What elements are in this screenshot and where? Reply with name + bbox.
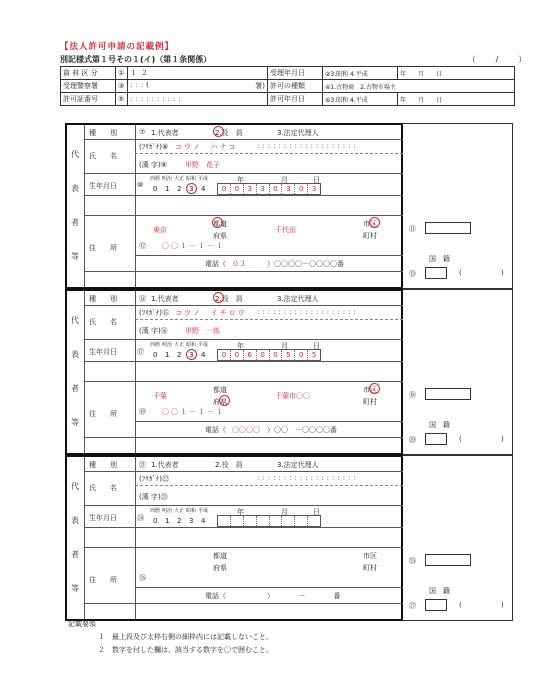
dob-digit: 3	[257, 184, 270, 194]
label-data-category: 資 料 区 分	[61, 67, 116, 80]
pref-value[interactable]: 千葉	[153, 392, 167, 400]
form-example-title: 【法人許可申請の記載例】	[60, 42, 175, 52]
type-opt-3[interactable]: 3.法定代理人	[277, 129, 319, 137]
paren-close: )	[501, 269, 504, 277]
furigana-boxes: :::::::::::::::::::	[257, 474, 359, 482]
type-opt-3[interactable]: 3.法定代理人	[277, 295, 319, 303]
dob-day-label: 日	[313, 342, 320, 350]
office-use-column-3	[403, 455, 513, 621]
era-label: 西暦	[150, 508, 161, 514]
dob-year-label: 年	[237, 176, 244, 184]
dob-month-label: 月	[281, 176, 288, 184]
era-label: 大正	[174, 508, 185, 514]
officer-section-2	[65, 289, 403, 455]
furigana-label: (ﾌﾘｶﾞﾅ)㉒	[139, 475, 169, 483]
era-num[interactable]: 1	[165, 517, 170, 525]
label-permit-number: 許可証番号	[61, 93, 116, 106]
era-num[interactable]: 0	[153, 517, 158, 525]
side-label-char: 表	[71, 184, 79, 193]
city-value[interactable]: 千代田	[275, 226, 296, 234]
dob-label: 生年月日	[89, 182, 117, 190]
dob-digit: 5	[311, 351, 317, 359]
officer-section-1	[65, 123, 403, 289]
kanji-label: (漢 字)⑨	[139, 161, 167, 169]
label-police-station: 受理警察署	[61, 80, 116, 93]
tel-rest[interactable]: ） － 番	[267, 592, 341, 600]
dob-no: ⑰	[137, 348, 144, 356]
dob-year-label: 年	[237, 342, 244, 350]
dob-year-label: 年	[237, 508, 244, 516]
type-opt-1[interactable]: 1.代表者	[151, 129, 179, 137]
dob-day-label: 日	[313, 176, 320, 184]
no-5: ⑤	[116, 93, 128, 106]
type-label: 種 別	[89, 129, 117, 137]
address-label: 住 所	[89, 244, 117, 252]
office-box-1	[425, 554, 471, 566]
type-opt-2[interactable]: 2.役 員	[215, 461, 243, 469]
city-value[interactable]: 千葉市〇〇	[275, 392, 310, 400]
type-opt-3[interactable]: 3.法定代理人	[277, 461, 319, 469]
city-bottom: 町村	[363, 398, 377, 406]
furigana-label: (ﾌﾘｶﾞﾅ)⑧	[139, 143, 169, 151]
type-opt-1[interactable]: 1.代表者	[151, 295, 179, 303]
label-permit-type: 許可の種類	[268, 80, 323, 93]
office-box-2	[425, 433, 447, 445]
dob-digit: 0	[295, 350, 308, 360]
era-label: 西暦	[150, 176, 161, 182]
received-era: ②3.昭和 4.平成	[323, 67, 398, 80]
era-num[interactable]: 1	[165, 185, 170, 193]
page-slash: （ / ）	[467, 55, 533, 64]
city-bottom: 町村	[363, 232, 377, 240]
type-label: 種 別	[89, 295, 117, 303]
era-num[interactable]: 2	[177, 517, 182, 525]
dob-digit	[282, 516, 295, 526]
city-bottom: 町村	[363, 564, 377, 572]
paren-close: )	[501, 435, 504, 443]
form-number: 別記様式第１号その１(イ)（第１条関係）	[60, 55, 212, 64]
officer-section-3	[65, 455, 403, 621]
pref-bottom: 府県	[213, 232, 227, 240]
type-no: ㉑	[139, 461, 146, 469]
type-opt-2[interactable]: 2.役 員	[215, 129, 243, 137]
office-box-2	[425, 267, 447, 279]
dob-digit: 6	[244, 350, 257, 360]
dob-month-label: 月	[281, 342, 288, 350]
dob-month-label: 月	[281, 508, 288, 516]
kanji-label: (漢 字)⑯	[139, 327, 168, 335]
era-label: 明治	[162, 508, 173, 514]
paren-open: (	[459, 601, 462, 609]
furigana-label: (ﾌﾘｶﾞﾅ)⑮	[139, 309, 169, 317]
note-item-1: １ 最上段及び太枠右側の細枠内には記載しないこと。	[98, 633, 273, 641]
side-label-char: 代	[71, 150, 79, 159]
no-3: ③	[116, 80, 128, 93]
received-ymd: 年 月 日	[398, 67, 515, 80]
selected-circle	[213, 126, 224, 137]
dob-digit	[257, 516, 270, 526]
type-no: ⑦	[139, 128, 146, 136]
name-label: 氏 名	[89, 318, 117, 326]
city-top: 市区	[363, 552, 377, 560]
city-circle	[369, 217, 380, 228]
dob-digit: 0	[295, 184, 308, 194]
era-num[interactable]: 2	[177, 351, 182, 359]
era-label: 大正	[174, 176, 185, 182]
kanji-label: (漢 字)㉓	[139, 493, 168, 501]
era-label: 平成	[198, 176, 209, 182]
dob-digit	[270, 516, 283, 526]
furigana-boxes: :::::::::::::::::::	[257, 142, 359, 150]
dob-no: ㉔	[137, 514, 144, 522]
pref-bottom: 府県	[213, 398, 227, 406]
dob-digit	[244, 516, 257, 526]
dob-digit: 3	[311, 185, 317, 193]
dob-label: 生年月日	[89, 348, 117, 356]
paren-open: (	[459, 269, 462, 277]
era-label: 昭和	[186, 342, 197, 348]
address-value[interactable]: 〇〇１－１－１	[162, 408, 225, 416]
label-permit-date: 許可年月日	[268, 93, 323, 106]
era-num[interactable]: 4	[201, 517, 206, 525]
dob-digit: 3	[282, 184, 295, 194]
tel-label: 電話（	[205, 426, 226, 434]
top-info-table	[60, 66, 515, 106]
tel-label: 電話（	[205, 260, 226, 268]
paren-close: )	[501, 601, 504, 609]
side-label-char: 代	[71, 316, 79, 325]
no-1: ①	[116, 67, 128, 80]
office-no-1: ㉕	[409, 557, 416, 565]
address-no: ㉖	[139, 574, 146, 582]
office-use-column-2	[403, 289, 513, 455]
era-num[interactable]: 4	[201, 351, 206, 359]
office-no-2: ㉗	[409, 602, 416, 610]
office-use-column-1	[403, 123, 513, 289]
city-top: 市区	[363, 386, 377, 394]
selected-circle	[213, 292, 224, 303]
dob-digits[interactable]	[217, 183, 321, 195]
office-no-2: ⑬	[409, 270, 416, 278]
notes-heading: 記載要領	[68, 620, 96, 628]
pref-circle	[212, 217, 223, 228]
dob-digits[interactable]	[217, 349, 321, 361]
paren-open: (	[459, 435, 462, 443]
name-label: 氏 名	[89, 152, 117, 160]
dob-digit: 0	[218, 184, 231, 194]
dob-digit: 0	[270, 184, 283, 194]
era-num[interactable]: 0	[153, 185, 158, 193]
era-selected-circle	[186, 183, 197, 194]
city-top: 市区	[363, 220, 377, 228]
tel-rest[interactable]: ）〇〇 －〇〇〇〇番	[267, 426, 337, 434]
era-label: 昭和	[186, 508, 197, 514]
era-label: 平成	[198, 508, 209, 514]
office-box-1	[425, 222, 471, 234]
era-label: 平成	[198, 342, 209, 348]
address-no: ⑲	[139, 408, 146, 416]
side-label-char: 表	[71, 516, 79, 525]
pref-top: 都道	[213, 552, 227, 560]
era-num[interactable]: 4	[201, 185, 206, 193]
side-label-char: 者	[71, 218, 79, 227]
tel-label: 電話（	[205, 592, 226, 600]
nationality-label: 国 籍	[429, 587, 450, 595]
dob-digit: 3	[244, 184, 257, 194]
era-label: 昭和	[186, 176, 197, 182]
dob-no: ⑩	[137, 181, 144, 189]
address-value[interactable]: 〇〇１－１－１	[162, 242, 225, 250]
dob-digit	[308, 516, 320, 526]
office-no-1: ⑱	[409, 391, 416, 399]
dob-digit: 0	[231, 184, 244, 194]
furigana-value[interactable]: コウノ ハナコ	[175, 143, 238, 151]
name-label: 氏 名	[89, 484, 117, 492]
pref-circle	[219, 395, 230, 406]
era-num[interactable]: 0	[153, 351, 158, 359]
nationality-label: 国 籍	[429, 255, 450, 263]
kanji-value[interactable]: 甲野 一郎	[185, 327, 220, 335]
type-opt-2[interactable]: 2.役 員	[215, 295, 243, 303]
address-label: 住 所	[89, 576, 117, 584]
side-label-char: 者	[71, 550, 79, 559]
era-num[interactable]: 3	[189, 185, 194, 193]
era-label: 西暦	[150, 342, 161, 348]
nationality-label: 国 籍	[429, 421, 450, 429]
era-label: 大正	[174, 342, 185, 348]
tel-area[interactable]: ０３	[232, 260, 246, 268]
permit-era: ⑥3.昭和 4.平成	[323, 93, 398, 106]
era-num[interactable]: 3	[189, 351, 194, 359]
office-box-1	[425, 388, 471, 400]
side-label-char: 代	[71, 482, 79, 491]
era-label: 明治	[162, 342, 173, 348]
pref-top: 都道	[213, 220, 227, 228]
kanji-value[interactable]: 甲野 花子	[185, 161, 220, 169]
dob-digit: 0	[218, 350, 231, 360]
side-label-char: 者	[71, 384, 79, 393]
pref-top: 都道	[213, 386, 227, 394]
era-num[interactable]: 3	[189, 517, 194, 525]
dob-day-label: 日	[313, 508, 320, 516]
address-label: 住 所	[89, 410, 117, 418]
dob-digit: 0	[257, 350, 270, 360]
side-label-char: 等	[71, 584, 79, 593]
tel-rest[interactable]: ）〇〇〇〇－〇〇〇〇番	[267, 260, 344, 268]
permit-number-value: ::::::::::	[128, 93, 268, 106]
data-category-value: １２	[128, 67, 268, 80]
era-label: 明治	[162, 176, 173, 182]
notes	[68, 618, 273, 657]
type-opt-1[interactable]: 1.代表者	[151, 461, 179, 469]
dob-digit: 5	[282, 350, 295, 360]
police-station-value: :::( 署)	[128, 80, 268, 93]
furigana-boxes: :::::::::::::::::::	[257, 308, 359, 316]
era-num[interactable]: 1	[165, 351, 170, 359]
side-label-char: 等	[71, 418, 79, 427]
tel-area[interactable]: 〇〇〇〇	[232, 426, 260, 434]
pref-bottom: 府県	[213, 564, 227, 572]
city-circle	[369, 383, 380, 394]
era-selected-circle	[186, 349, 197, 360]
permit-ymd: 年 月 日	[398, 93, 515, 106]
type-no: ⑭	[139, 295, 146, 303]
type-label: 種 別	[89, 461, 117, 469]
office-box-2	[425, 599, 447, 611]
note-item-2: ２ 数字を付した欄は、該当する数字を〇で囲むこと。	[98, 646, 273, 654]
dob-digit	[231, 516, 244, 526]
permit-type-options: ④1.古物商 2.古物市場主	[323, 80, 515, 93]
pref-value[interactable]: 東京	[153, 226, 167, 234]
office-no-1: ⑪	[409, 225, 416, 233]
side-label-char: 表	[71, 350, 79, 359]
dob-digit: 0	[231, 350, 244, 360]
address-no: ⑫	[139, 242, 146, 250]
side-label-char: 等	[71, 252, 79, 261]
dob-digits[interactable]	[217, 515, 321, 527]
label-received-date: 受理年月日	[268, 67, 323, 80]
dob-digit	[218, 516, 231, 526]
office-no-2: ⑳	[409, 436, 416, 444]
dob-digit: 0	[270, 350, 283, 360]
furigana-value[interactable]: コウノ イチロウ	[175, 309, 247, 317]
dob-digit	[295, 516, 308, 526]
era-num[interactable]: 2	[177, 185, 182, 193]
dob-label: 生年月日	[89, 514, 117, 522]
